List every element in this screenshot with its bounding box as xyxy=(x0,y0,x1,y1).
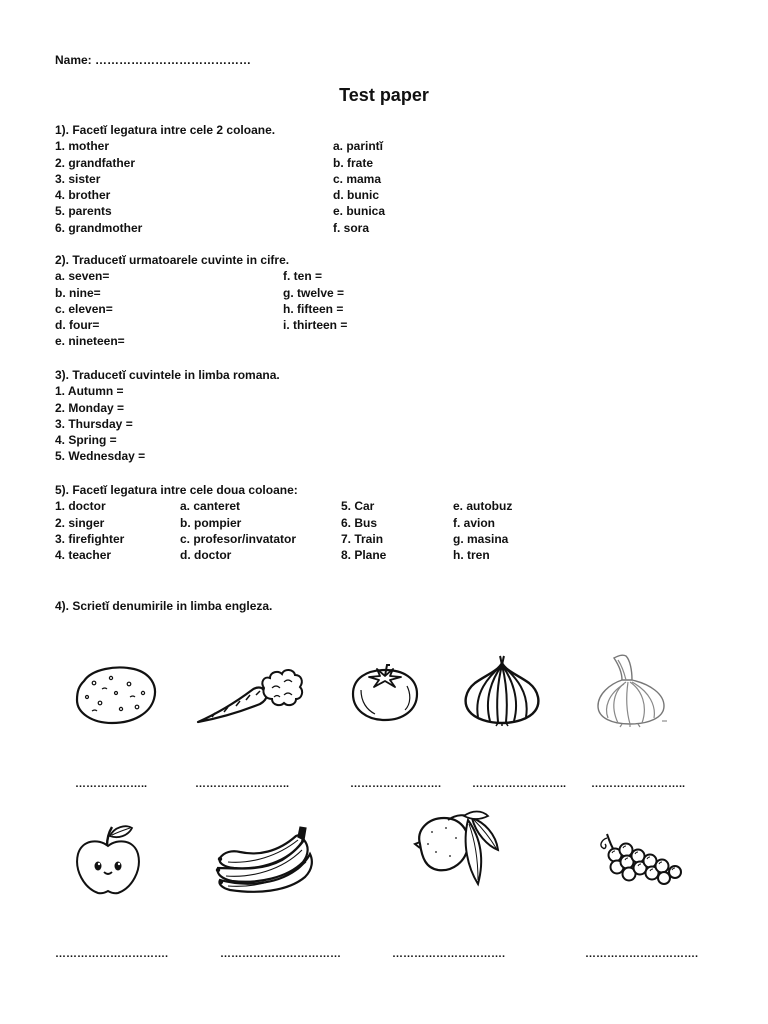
exercise-5-item: 2. singer xyxy=(55,515,105,530)
answer-line: ……………………. xyxy=(350,778,442,790)
answer-line: …………………………. xyxy=(55,948,169,960)
exercise-2-left-item: e. nineteen= xyxy=(55,334,125,349)
exercise-2-right-item: g. twelve = xyxy=(283,285,345,300)
exercise-2-left-item: a. seven= xyxy=(55,269,110,284)
exercise-5-item: 3. firefighter xyxy=(55,531,125,546)
answer-line: …………………….. xyxy=(472,778,567,790)
exercise-1-left-block xyxy=(55,122,275,236)
exercise-5-item: h. tren xyxy=(453,548,490,563)
exercise-5-column-4 xyxy=(453,498,512,563)
exercise-5-item: 4. teacher xyxy=(55,548,112,563)
exercise-5-item: a. canteret xyxy=(180,499,241,514)
apple-icon xyxy=(72,822,144,896)
answer-line: …………………….. xyxy=(195,778,290,790)
exercise-2-right-item: i. thirteen = xyxy=(283,318,348,333)
carrot-icon xyxy=(194,668,304,728)
answer-line: …………………………. xyxy=(585,948,699,960)
exercise-2-heading: 2). Traducetĭ urmatoarele cuvinte in cifre. xyxy=(55,253,290,267)
exercise-5-heading: 5). Facetĭ legatura intre cele doua coloane: xyxy=(55,483,298,497)
exercise-1-left-item: 5. parents xyxy=(55,204,112,219)
exercise-1-right-block xyxy=(333,138,385,236)
exercise-5-item: 5. Car xyxy=(341,499,375,514)
exercise-1-right-item: a. parintĭ xyxy=(333,139,384,154)
exercise-2-right-block xyxy=(283,268,347,333)
exercise-5-item: 8. Plane xyxy=(341,548,387,563)
answer-line: …………………….. xyxy=(591,778,686,790)
exercise-5-column-3 xyxy=(341,498,386,563)
exercise-2-right-item: f. ten = xyxy=(283,269,323,284)
exercise-5-column-1 xyxy=(55,498,124,563)
exercise-5-item: f. avion xyxy=(453,515,496,530)
exercise-1-right-item: e. bunica xyxy=(333,204,386,219)
exercise-2-left-item: b. nine= xyxy=(55,285,101,300)
tomato-icon xyxy=(347,660,423,722)
exercise-5-item: 7. Train xyxy=(341,531,384,546)
potato-icon xyxy=(72,663,160,727)
exercise-1-left-item: 1. mother xyxy=(55,139,110,154)
exercise-5-item: c. profesor/invatator xyxy=(180,531,297,546)
exercise-3-item: 4. Spring = xyxy=(55,433,117,448)
exercise-2-right-item: h. fifteen = xyxy=(283,301,344,316)
answer-line: ……………….. xyxy=(75,778,148,790)
exercise-1-right-item: c. mama xyxy=(333,171,382,186)
name-line: Name: ………………………………… xyxy=(55,53,252,67)
exercise-1-left-item: 6. grandmother xyxy=(55,220,143,235)
exercise-3-block xyxy=(55,367,280,465)
exercise-1-left-item: 4. brother xyxy=(55,188,111,203)
exercise-1-left-item: 3. sister xyxy=(55,171,101,186)
exercise-2-left-block xyxy=(55,252,289,350)
exercise-5-item: 6. Bus xyxy=(341,515,378,530)
exercise-4-heading: 4). Scrietĭ denumirile in limba engleza. xyxy=(55,599,273,613)
exercise-1-left-item: 2. grandfather xyxy=(55,155,136,170)
exercise-5-item: 1. doctor xyxy=(55,499,106,514)
exercise-3-item: 1. Autumn = xyxy=(55,384,124,399)
answer-line: …………………………. xyxy=(392,948,506,960)
exercise-2-left-item: c. eleven= xyxy=(55,301,113,316)
exercise-5-item: e. autobuz xyxy=(453,499,513,514)
exercise-3-item: 2. Monday = xyxy=(55,400,125,415)
garlic-icon xyxy=(592,650,674,730)
exercise-5-column-2 xyxy=(180,498,296,563)
grapes-icon xyxy=(595,828,685,890)
exercise-5-item: g. masina xyxy=(453,531,509,546)
exercise-3-item: 5. Wednesday = xyxy=(55,449,146,464)
exercise-1-right-item: d. bunic xyxy=(333,188,379,203)
lemon-icon xyxy=(412,808,502,888)
exercise-5-item: d. doctor xyxy=(180,548,232,563)
exercise-3-heading: 3). Traducetĭ cuvintele in limba romana. xyxy=(55,368,280,382)
onion-icon xyxy=(460,655,544,727)
page-title: Test paper xyxy=(339,85,429,105)
exercise-3-item: 3. Thursday = xyxy=(55,416,133,431)
exercise-2-left-item: d. four= xyxy=(55,318,100,333)
exercise-5-item: b. pompier xyxy=(180,515,242,530)
banana-icon xyxy=(212,824,316,894)
answer-line: …………………………… xyxy=(220,948,341,960)
exercise-1-heading: 1). Facetĭ legatura intre cele 2 coloane. xyxy=(55,123,276,137)
exercise-1-right-item: f. sora xyxy=(333,220,370,235)
exercise-1-right-item: b. frate xyxy=(333,155,374,170)
